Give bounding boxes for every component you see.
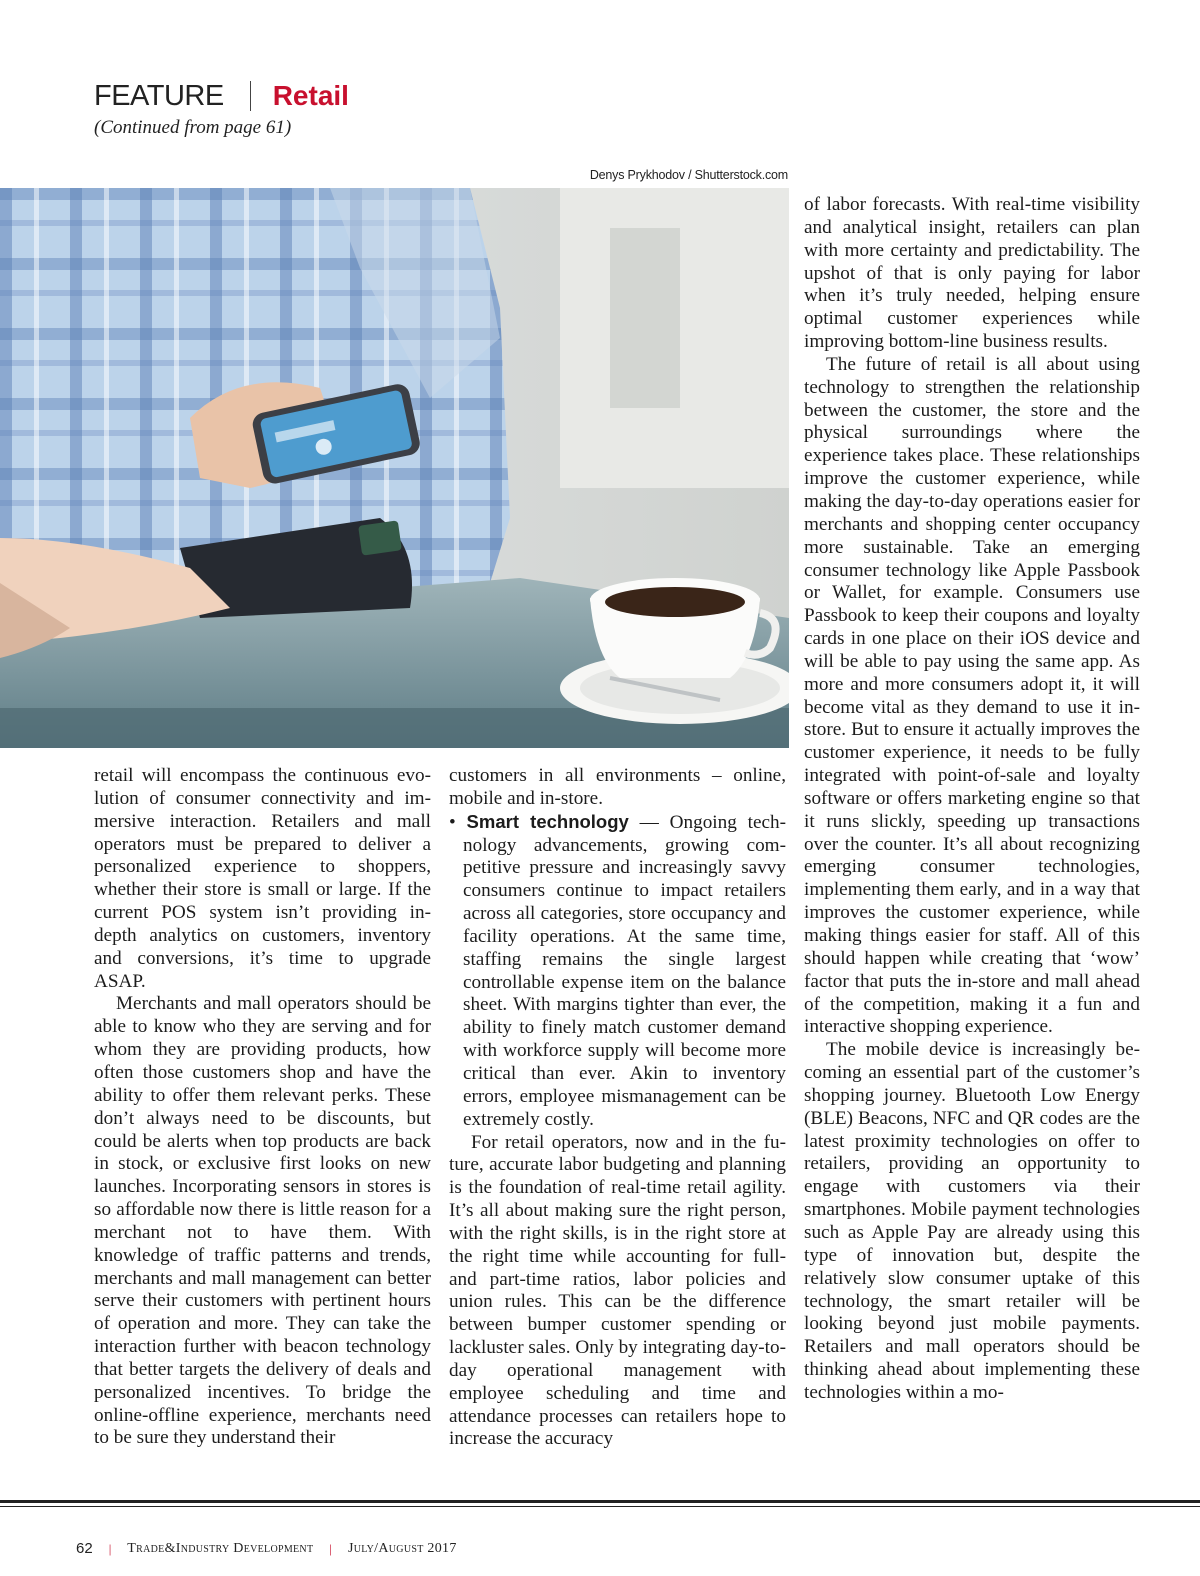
- feature-label: FEATURE: [94, 79, 224, 112]
- page-footer: [76, 1540, 457, 1557]
- bullet-heading: Smart technology: [466, 810, 629, 832]
- paragraph: customers in all environments – online, mobile and in-store.: [449, 765, 786, 809]
- paragraph: of labor forecasts. With real-time visibility and analytical insight, retailers can plan with more certainty and predictability. The upshot of that is only paying for labor when it’s truly needed, helping ensure optimal customer experiences while improving bottom-line business results.: [804, 194, 1140, 353]
- feature-photo: [0, 188, 789, 748]
- footer-separator: |: [108, 1540, 112, 1556]
- page-number: 62: [76, 1540, 93, 1557]
- bullet-item: [449, 811, 786, 1132]
- continued-note: (Continued from page 61): [94, 117, 292, 138]
- header-divider: [250, 81, 251, 111]
- issue-date: July/August 2017: [347, 1540, 457, 1556]
- page-header: [94, 78, 794, 139]
- paragraph: The future of retail is all about using technology to strengthen the relationship between the customer, the store and the physical surroundings where the experience takes place. These relationships improve the customer experience, while making the day-to-day operations easier for merchants and shopping center occupancy more sustainable. Take an emerging consumer technology like Apple Passbook or Wallet, for example. Consumers use Passbook to keep their coupons and loyalty cards in one place on their iOS device and will be able to pay using the same app. As more and more consumers adopt it, it will become vital as they demand to use it in-store. But to ensure it actually improves the customer experience, it needs to be fully integrated with point-of-sale and loyalty software or offers marketing engine so that it runs slickly, speeding up transactions over the counter. It’s all about recognizing emerging consumer technologies, implementing them early, and in a way that improves the customer experience, while making things easier for staff. All of this should happen while creating that ‘wow’ factor that puts the in-store and mall ahead of the competition, making it a fun and interactive shopping experience.: [804, 353, 1140, 1038]
- text-column-1: [94, 765, 431, 1450]
- section-label: Retail: [272, 80, 349, 111]
- footer-separator: |: [329, 1540, 332, 1556]
- publication-name: Trade&Industry Development: [127, 1540, 314, 1556]
- bullet-body: — Ongoing technology advancements, growing competitive pressure and increasingly savvy consumers continue to impact retailers across all categories, store occupancy and facility operations. At the same time, staffing remains the single largest controllable expense item on the balance sheet. With margins tighter than ever, the ability to finely match customer demand with workforce supply will become more critical than ever. Akin to inventory errors, employee mismanagement can be extremely costly.: [463, 811, 786, 1130]
- photo-credit: Denys Prykhodov / Shutterstock.com: [589, 168, 788, 182]
- text-column-3: [804, 194, 1140, 1405]
- paragraph: retail will encompass the continuous evolution of consumer connectivity and immersive interaction. Retailers and mall operators must be prepared to deliver a personalized experience to shoppers, whether their store is small or large. If the current POS system isn’t providing in-depth analytics on customers, inventory and conversions, it’s time to upgrade ASAP.: [94, 765, 431, 992]
- bullet-dot-icon: •: [449, 811, 467, 833]
- header-line: [94, 78, 794, 114]
- paragraph: For retail operators, now and in the future, accurate labor budgeting and planning is the foundation of real-time retail agility. It’s all about making sure the right person, with the right skills, is in the right store at the right time while accounting for full- and part-time ratios, labor policies and union rules. This can be the difference between bumper customer spending or lackluster sales. Only by integrating day-to-day operational management with employee scheduling and time and attendance processes can retailers hope to increase the accuracy: [449, 1131, 786, 1450]
- text-column-2: [449, 765, 786, 1451]
- footer-rule: [0, 1500, 1200, 1503]
- footer-rule-thin: [0, 1506, 1200, 1507]
- paragraph: Merchants and mall operators should be able to know who they are serving and for whom they are providing products, how often those customers shop and have the ability to offer them relevant perks. These don’t always need to be discounts, but could be alerts when top products are back in stock, or exclusive first looks on new launches. Incorporating sensors in stores is so affordable now there is little reason for a merchant not to have them. With knowledge of traffic patterns and trends, merchants and mall management can better serve their customers with pertinent hours of operation and more. They can take the interaction further with beacon technology that better targets the delivery of deals and personalized incentives. To bridge the online-offline experience, merchants need to be sure they understand their: [94, 993, 431, 1449]
- paragraph: The mobile device is increasingly becoming an essential part of the customer’s shopping journey. Bluetooth Low Energy (BLE) Beacons, NFC and QR codes are the latest proximity technologies on offer to retailers, providing an opportunity to engage with customers via their smartphones. Mobile payment technologies such as Apple Pay are already using this type of innovation but, despite the relatively slow consumer uptake of this technology, the smart retailer will be looking beyond just mobile payments. Retailers and mall operators should be thinking ahead about implementing these technologies within a mo-: [804, 1039, 1140, 1403]
